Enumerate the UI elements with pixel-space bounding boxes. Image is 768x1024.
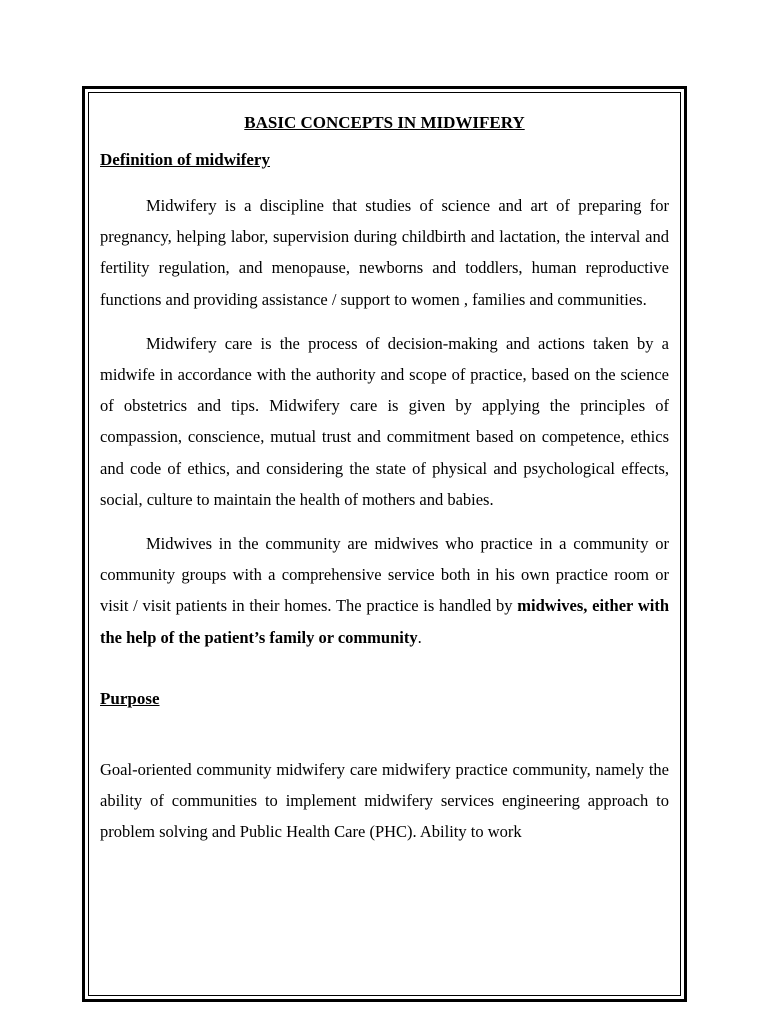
paragraph-purpose: Goal-oriented community midwifery care midwifery practice community, namely the ability of communities to implement midwifery services engineering approach to problem solving and Public Health Care (PHC). Ability to work [100, 759, 669, 842]
paragraph-community-midwives [100, 528, 669, 653]
paragraph-community-text: Midwives in the community are midwives who practice in a community or community groups with a comprehensive service both in his own practice room or visit / visit patients in their homes. The practice is handled by [100, 534, 669, 616]
document-body [100, 113, 669, 995]
section-heading-definition: Definition of midwifery [100, 150, 270, 169]
page-inner-border [88, 92, 681, 996]
paragraph-community-bold-text: midwives, either with the help of the patient’s family or community [100, 596, 669, 647]
section-heading-purpose: Purpose [100, 688, 160, 708]
page-border [82, 86, 687, 1002]
paragraph-midwifery-care: Midwifery care is the process of decision-making and actions taken by a midwife in accordance with the authority and scope of practice, based on the science of obstetrics and tips. Midwifery care is given by applying the principles of compassion, conscience, mutual trust and commitment based on competence, ethics and code of ethics, and considering the state of physical and psychological effects, social, culture to maintain the health of mothers and babies. [100, 333, 669, 509]
paragraph-definition: Midwifery is a discipline that studies of science and art of preparing for pregnancy, helping labor, supervision during childbirth and lactation, the interval and fertility regulation, and menopause, newborns and toddlers, human reproductive functions and providing assistance / support to women , families and communities. [100, 196, 669, 309]
paragraph-community-end: . [417, 627, 422, 647]
document-title: BASIC CONCEPTS IN MIDWIFERY [244, 113, 525, 132]
